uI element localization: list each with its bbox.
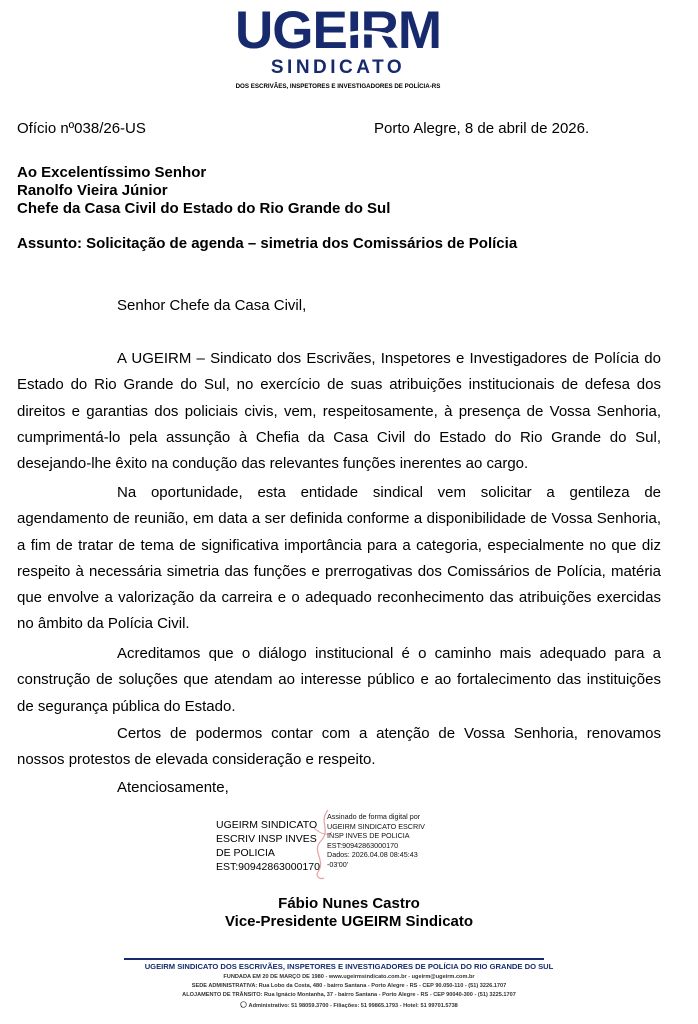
subject-line: Assunto: Solicitação de agenda – simetria dos Comissários de Polícia xyxy=(17,235,518,252)
body-paragraph-4: Certos de podermos contar com a atenção de Vossa Senhoria, renovamos nossos protestos de elevada consideração e respeito. xyxy=(17,725,661,769)
footer-line-2: SEDE ADMINISTRATIVA: Rua Lobo da Costa, 480 - bairro Santana - Porto Alegre - RS - CEP 90.050-110 - (51) 3226.1707 xyxy=(191,983,507,989)
addressee-line1: Ao Excelentíssimo Senhor xyxy=(17,164,207,181)
footer-line-1: FUNDADA EM 20 DE MARÇO DE 1980 - www.ugeirmsindicato.com.br - ugeirm@ugeirm.com.br xyxy=(223,974,475,980)
logo-tagline: DOS ESCRIVÃES, INSPETORES E INVESTIGADORES DE POLÍCIA-RS xyxy=(235,83,441,90)
salutation: Senhor Chefe da Casa Civil, xyxy=(117,297,307,314)
wave-swoosh-icon xyxy=(328,28,398,42)
addressee-name: Ranolfo Vieira Júnior xyxy=(17,182,168,199)
addressee-title: Chefe da Casa Civil do Estado do Rio Grande do Sul xyxy=(17,200,391,217)
footer-line-4 xyxy=(0,1001,698,1011)
ugeirm-logo xyxy=(232,1,444,90)
whatsapp-icon xyxy=(240,1001,247,1008)
closing: Atenciosamente, xyxy=(117,779,229,796)
footer-line-3: ALOJAMENTO DE TRÂNSITO: Rua Ignácio Montanha, 37 - bairro Santana - Porto Alegre - RS - CEP 90040-300 - (51) 3225.1707 xyxy=(182,992,516,998)
signer-name: Fábio Nunes Castro xyxy=(278,895,420,912)
body-paragraph-3: Acreditamos que o diálogo institucional é o caminho mais adequado para a construção de soluções que atendam ao interesse público e ao fortalecimento das instituições de segurança pública do Estado. xyxy=(17,645,661,715)
oficio-number: Ofício nº038/26-US xyxy=(17,120,146,137)
letter-date: Porto Alegre, 8 de abril de 2026. xyxy=(374,120,590,137)
body-paragraph-2: Na oportunidade, esta entidade sindical vem solicitar a gentileza de agendamento de reunião, em data a ser definida conforme a disponibilidade de Vossa Senhoria, a fim de tratar de tema de significativa importância para a categoria, especialmente no que diz respeito à necessária simetria das funções e prerrogativas dos Comissários de Polícia, matéria que envolve a valorização da carreira e o adequado reconhecimento das atribuições exercidas no âmbito da Polícia Civil. xyxy=(17,484,661,633)
signer-role: Vice-Presidente UGEIRM Sindicato xyxy=(224,913,474,930)
signature-name-block: UGEIRM SINDICATO ESCRIV INSP INVES DE POLICIA EST:90942863000170 xyxy=(216,819,320,873)
signature-stamp: Assinado de forma digital por UGEIRM SINDICATO ESCRIV INSP INVES DE POLICIA EST:90942863000170 Dados: 2026.04.08 08:45:43 -03'00' xyxy=(327,812,425,869)
footer-contacts: Administrativo: 51 98059.3700 - Filiações: 51 99865.1793 - Hotel: 51 99701.5738 xyxy=(248,1003,458,1009)
logo-subtitle: SINDICATO xyxy=(270,57,406,78)
body-paragraph-1: A UGEIRM – Sindicato dos Escrivães, Inspetores e Investigadores de Polícia do Estado do Rio Grande do Sul, no exercício de suas atribuições institucionais de defesa dos direitos e garantias dos policiais civis, vem, respeitosamente, à presença de Vossa Senhoria, cumprimentá-lo pela assunção à Chefia da Casa Civil do Estado do Rio Grande do Sul, desejando-lhe êxito na condução das relevantes funções inerentes ao cargo. xyxy=(17,350,661,473)
digital-signature xyxy=(216,808,446,882)
footer-title: UGEIRM SINDICATO DOS ESCRIVÃES, INSPETORES E INVESTIGADORES DE POLÍCIA DO RIO GRANDE DO SUL xyxy=(144,962,554,971)
footer-divider xyxy=(124,958,544,960)
logo-main-text: UGEIRM xyxy=(235,1,441,60)
